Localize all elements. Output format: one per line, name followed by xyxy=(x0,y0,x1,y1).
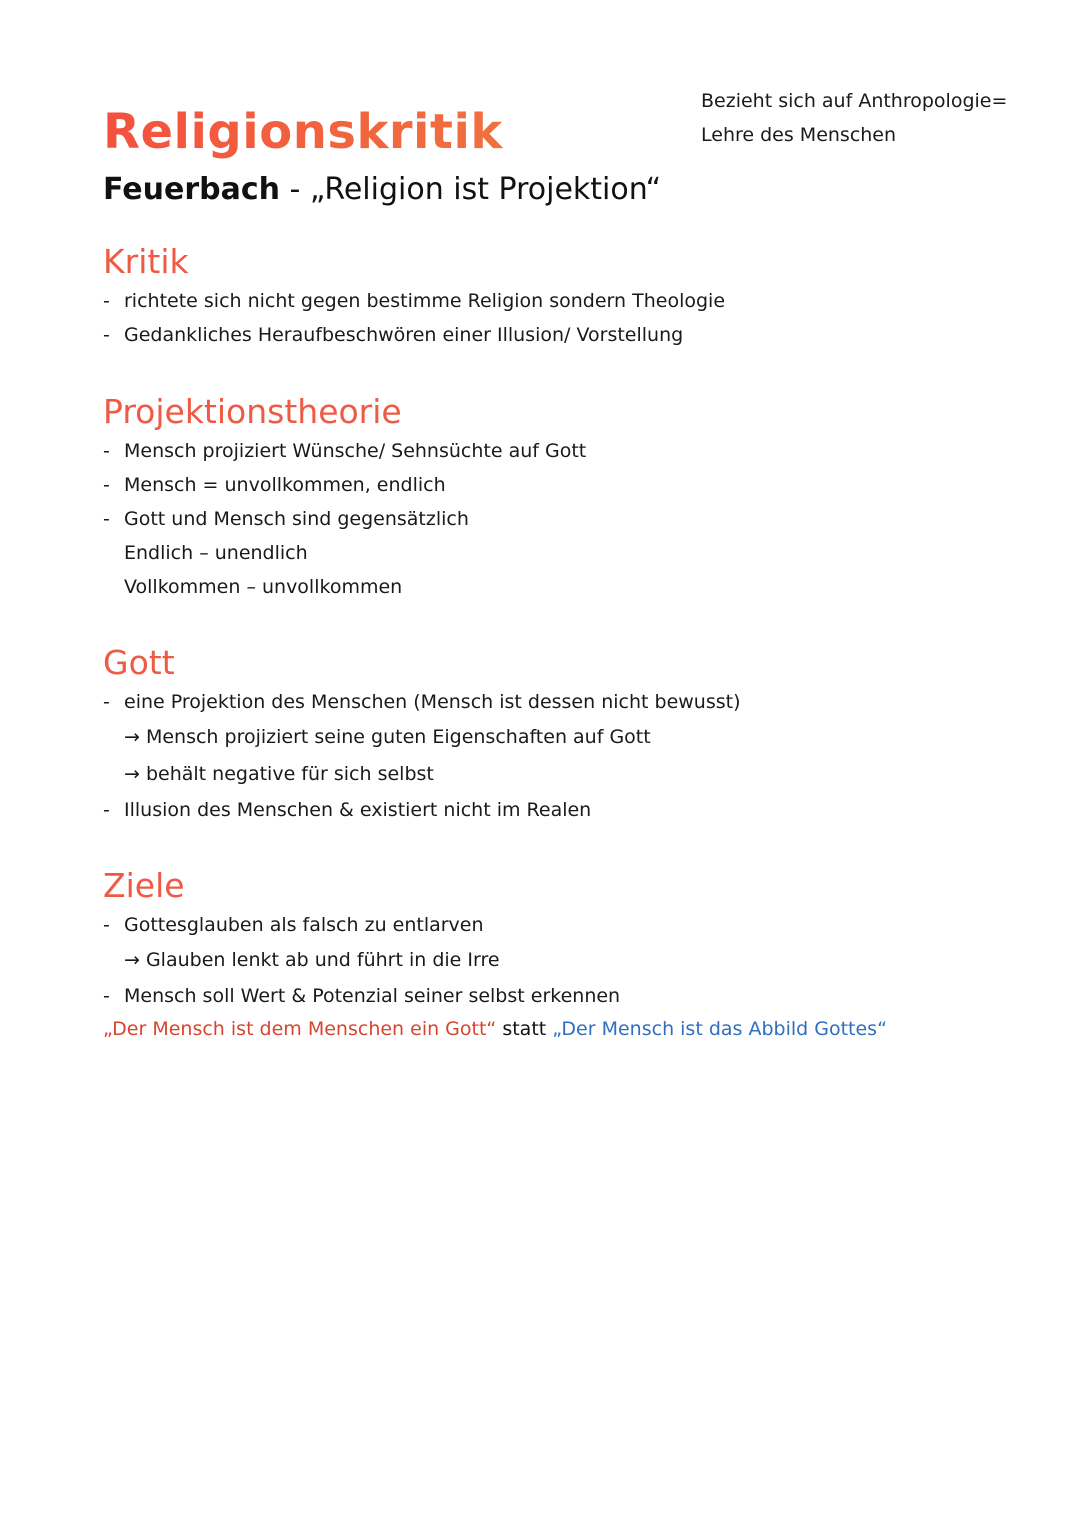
side-note-line-2: Lehre des Menschen xyxy=(701,124,897,146)
list-item: Vollkommen – unvollkommen xyxy=(124,576,403,598)
side-note-line-1: Bezieht sich auf Anthropologie= xyxy=(701,90,1008,112)
list-item: - Gedankliches Heraufbeschwören einer Illusion/ Vorstellung xyxy=(103,318,1003,352)
list-item: → Mensch projiziert seine guten Eigenschaften auf Gott xyxy=(124,726,651,748)
section-heading-gott: Gott xyxy=(103,643,175,682)
list-item: - richtete sich nicht gegen bestimme Religion sondern Theologie xyxy=(103,284,1003,318)
section-heading-kritik: Kritik xyxy=(103,242,189,281)
list-item: - Mensch soll Wert & Potenzial seiner selbst erkennen xyxy=(103,979,1003,1013)
list-item: - Mensch projiziert Wünsche/ Sehnsüchte auf Gott xyxy=(103,434,1003,468)
quote-line xyxy=(103,1012,887,1046)
section-kritik xyxy=(103,242,1003,352)
list-item: Endlich – unendlich xyxy=(124,542,308,564)
ziele-list xyxy=(103,908,1003,1013)
side-note xyxy=(701,84,1041,152)
subtitle-rest: - „Religion ist Projektion“ xyxy=(279,172,662,207)
kritik-list xyxy=(103,284,1003,352)
quote-connector: statt xyxy=(496,1018,553,1040)
quote-blue: „Der Mensch ist das Abbild Gottes“ xyxy=(552,1018,887,1040)
list-item: - Illusion des Menschen & existiert nicht im Realen xyxy=(103,793,1003,827)
list-item: - Gottesglauben als falsch zu entlarven xyxy=(103,908,1003,942)
section-ziele xyxy=(103,866,1003,1013)
section-projektionstheorie xyxy=(103,392,1003,604)
page-subtitle xyxy=(103,172,661,207)
list-item: → behält negative für sich selbst xyxy=(124,763,434,785)
list-item: - Mensch = unvollkommen, endlich xyxy=(103,468,1003,502)
section-heading-ziele: Ziele xyxy=(103,866,185,905)
list-item: → Glauben lenkt ab und führt in die Irre xyxy=(124,949,500,971)
subtitle-name: Feuerbach xyxy=(103,172,280,207)
projektionstheorie-list xyxy=(103,434,1003,604)
section-gott xyxy=(103,643,1003,827)
list-item: - eine Projektion des Menschen (Mensch ist dessen nicht bewusst) xyxy=(103,685,1003,719)
quote-red: „Der Mensch ist dem Menschen ein Gott“ xyxy=(103,1018,497,1040)
page-title: Religionskritik xyxy=(103,104,503,160)
gott-list xyxy=(103,685,1003,827)
section-heading-projektionstheorie: Projektionstheorie xyxy=(103,392,402,431)
list-item: - Gott und Mensch sind gegensätzlich xyxy=(103,502,1003,536)
